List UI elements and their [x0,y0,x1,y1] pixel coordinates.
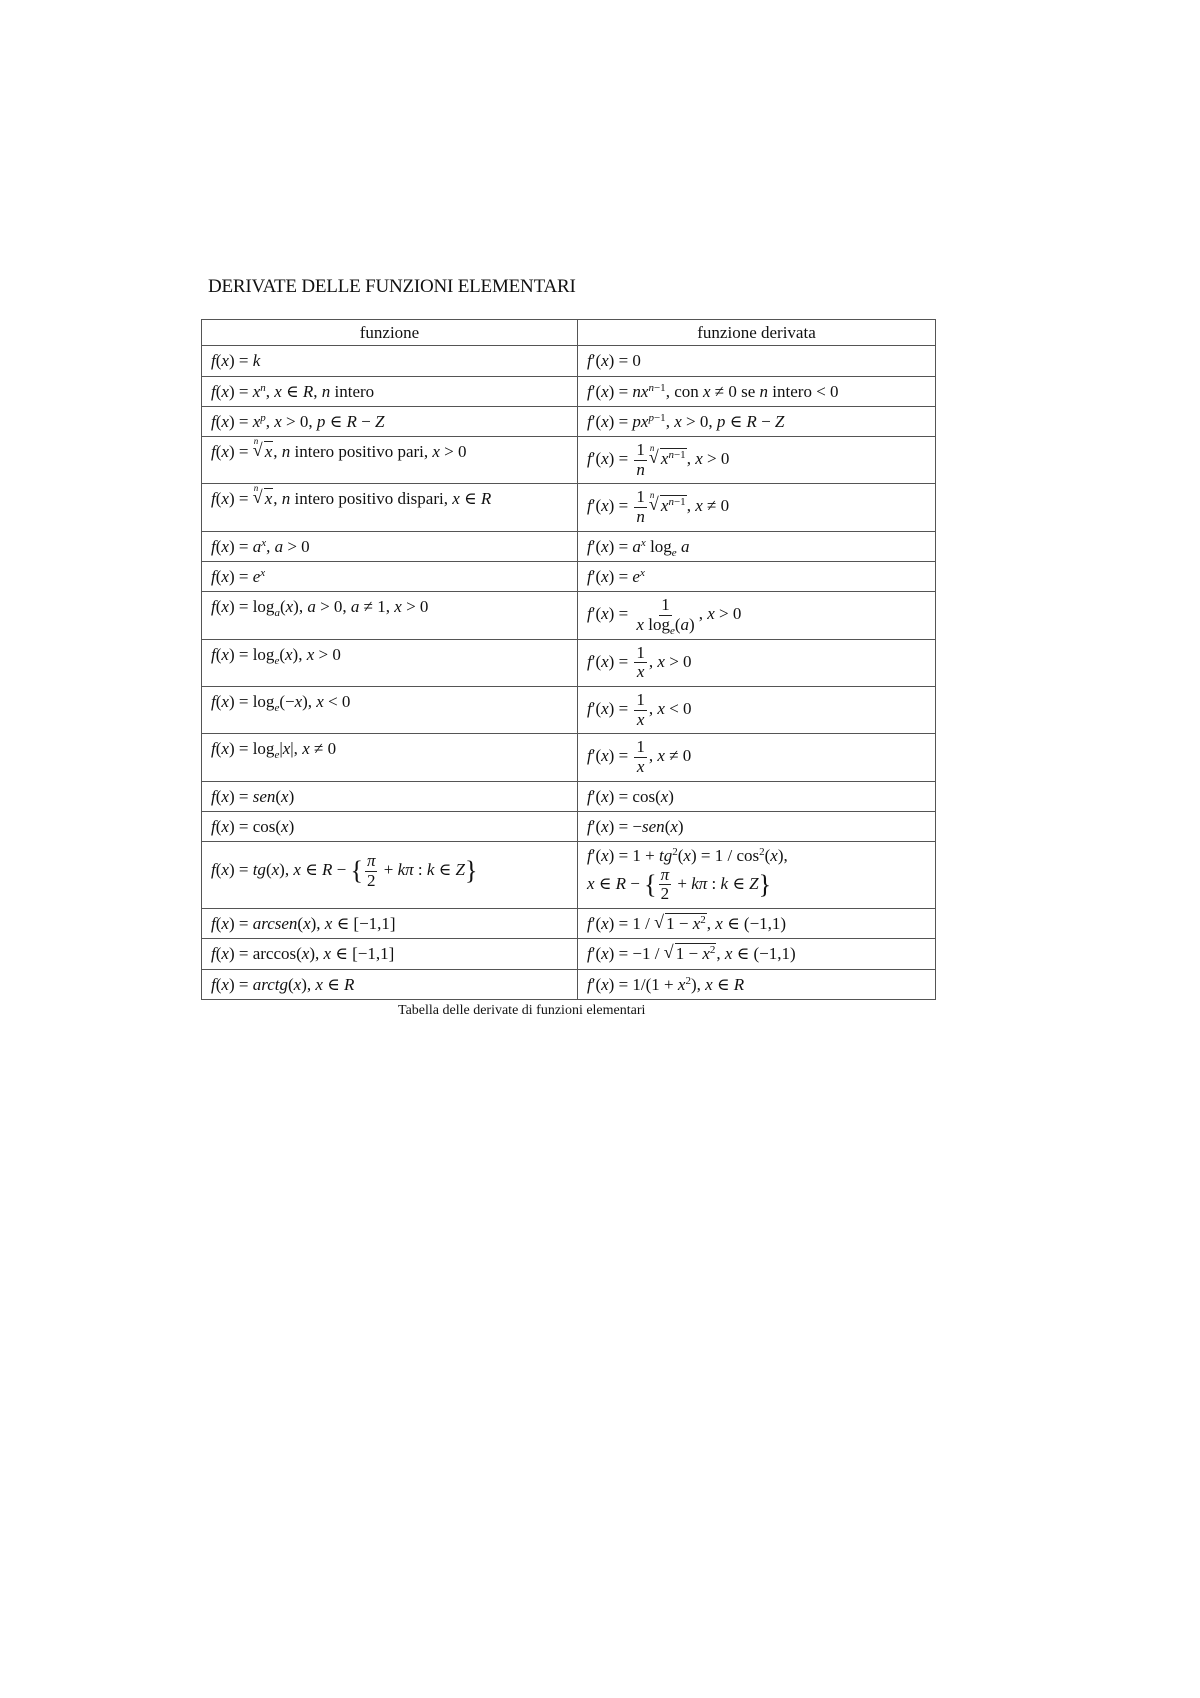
table-row [202,562,936,592]
derivative-cell: $f'(x) = 1/(1 + x^2)$, x ∈ R [578,969,936,999]
function-cell: $f(x) = \log_e|x|$, x ≠ 0 [202,734,578,781]
table-row [202,939,936,969]
function-cell: $f(x) = \log_a(x)$, a > 0, a ≠ 1, x > 0 [202,592,578,639]
table-row [202,687,936,734]
table-row [202,842,936,909]
table-row [202,592,936,639]
table-row [202,812,936,842]
derivative-cell: $f'(x) = px^{p-1}$, x > 0, p ∈ R − Z [578,406,936,436]
table-row [202,376,936,406]
document-title: DERIVATE DELLE FUNZIONI ELEMENTARI [208,276,576,297]
function-cell: $f(x) = e^x$ [202,562,578,592]
derivative-cell: f′(x) = $\frac{1}{n}$ √ n $x^{n-1}$, x ≠ 0 [578,484,936,531]
function-cell: f(x) = tg(x), x ∈ R − { $\frac{\pi}{2}$ + kπ : k ∈ Z} [202,842,578,909]
table-row [202,909,936,939]
table-header-row [202,320,936,346]
function-cell: $f(x) = x^n$, x ∈ R, n intero [202,376,578,406]
function-cell: f(x) = arcsen(x), x ∈ [−1,1] [202,909,578,939]
table-row [202,734,936,781]
derivative-cell: f′(x) = −sen(x) [578,812,936,842]
word-intero: intero [334,381,375,401]
table-row [202,969,936,999]
table-row [202,781,936,811]
derivative-cell: f′(x) = $\frac{1}{x}$ , x > 0 [578,639,936,686]
word-intero-positivo-pari: intero positivo pari [294,442,424,461]
derivative-cell: $f'(x) = 1 + tg^2(x) = 1 / \cos^2(x)$, x ∈ R − { $\frac{\pi}{2}$ + kπ : k ∈ Z} [578,842,936,909]
header-funzione: funzione [202,320,578,346]
function-cell: $f(x) = x^p$, x > 0, p ∈ R − Z [202,406,578,436]
function-cell: f(x) = √ n x, n intero positivo pari, x > 0 [202,437,578,484]
derivative-cell: f′(x) = 0 [578,346,936,376]
function-cell: f(x) = sen(x) [202,781,578,811]
word-intero: intero [772,381,812,401]
derivative-cell: f′(x) = $\frac{1}{x \log_e(a)}$ , x > 0 [578,592,936,639]
derivatives-table [201,319,936,1000]
function-cell: f(x) = arctg(x), x ∈ R [202,969,578,999]
function-cell: f(x) = cos(x) [202,812,578,842]
table-row [202,346,936,376]
table-row [202,484,936,531]
derivative-cell: f′(x) = $\frac{1}{n}$ √ n $x^{n-1}$, x > 0 [578,437,936,484]
derivative-cell: f′(x) = cos(x) [578,781,936,811]
function-cell: f(x) = k [202,346,578,376]
derivative-cell: f′(x) = −1 / √ $1 - x^2$, x ∈ (−1,1) [578,939,936,969]
table-row [202,437,936,484]
table-caption: Tabella delle derivate di funzioni elementari [398,1002,646,1018]
derivative-cell: $f'(x) = nx^{n-1}$, con x ≠ 0 se n intero < 0 [578,376,936,406]
derivative-cell: f′(x) = 1 / √ $1 - x^2$, x ∈ (−1,1) [578,909,936,939]
word-se: se [741,381,756,401]
function-cell: $f(x) = \log_e(-x)$, x < 0 [202,687,578,734]
derivative-cell: f′(x) = $\frac{1}{x}$ , x < 0 [578,687,936,734]
table-row [202,639,936,686]
function-cell: $f(x) = a^x$, a > 0 [202,531,578,561]
derivative-cell: $f'(x) = e^x$ [578,562,936,592]
derivative-cell: f′(x) = $\frac{1}{x}$ , x ≠ 0 [578,734,936,781]
derivative-cell: $f'(x) = a^x$ $\log_e a$ [578,531,936,561]
header-funzione-derivata: funzione derivata [578,320,936,346]
word-con: con [674,381,699,401]
table-row [202,531,936,561]
word-intero-positivo-dispari: intero positivo dispari [294,489,444,509]
function-cell: $f(x) = \log_e(x)$, x > 0 [202,639,578,686]
table-row [202,406,936,436]
function-cell: f(x) = √ n x, n intero positivo dispari, x ∈ R [202,484,578,531]
function-cell: f(x) = arccos(x), x ∈ [−1,1] [202,939,578,969]
